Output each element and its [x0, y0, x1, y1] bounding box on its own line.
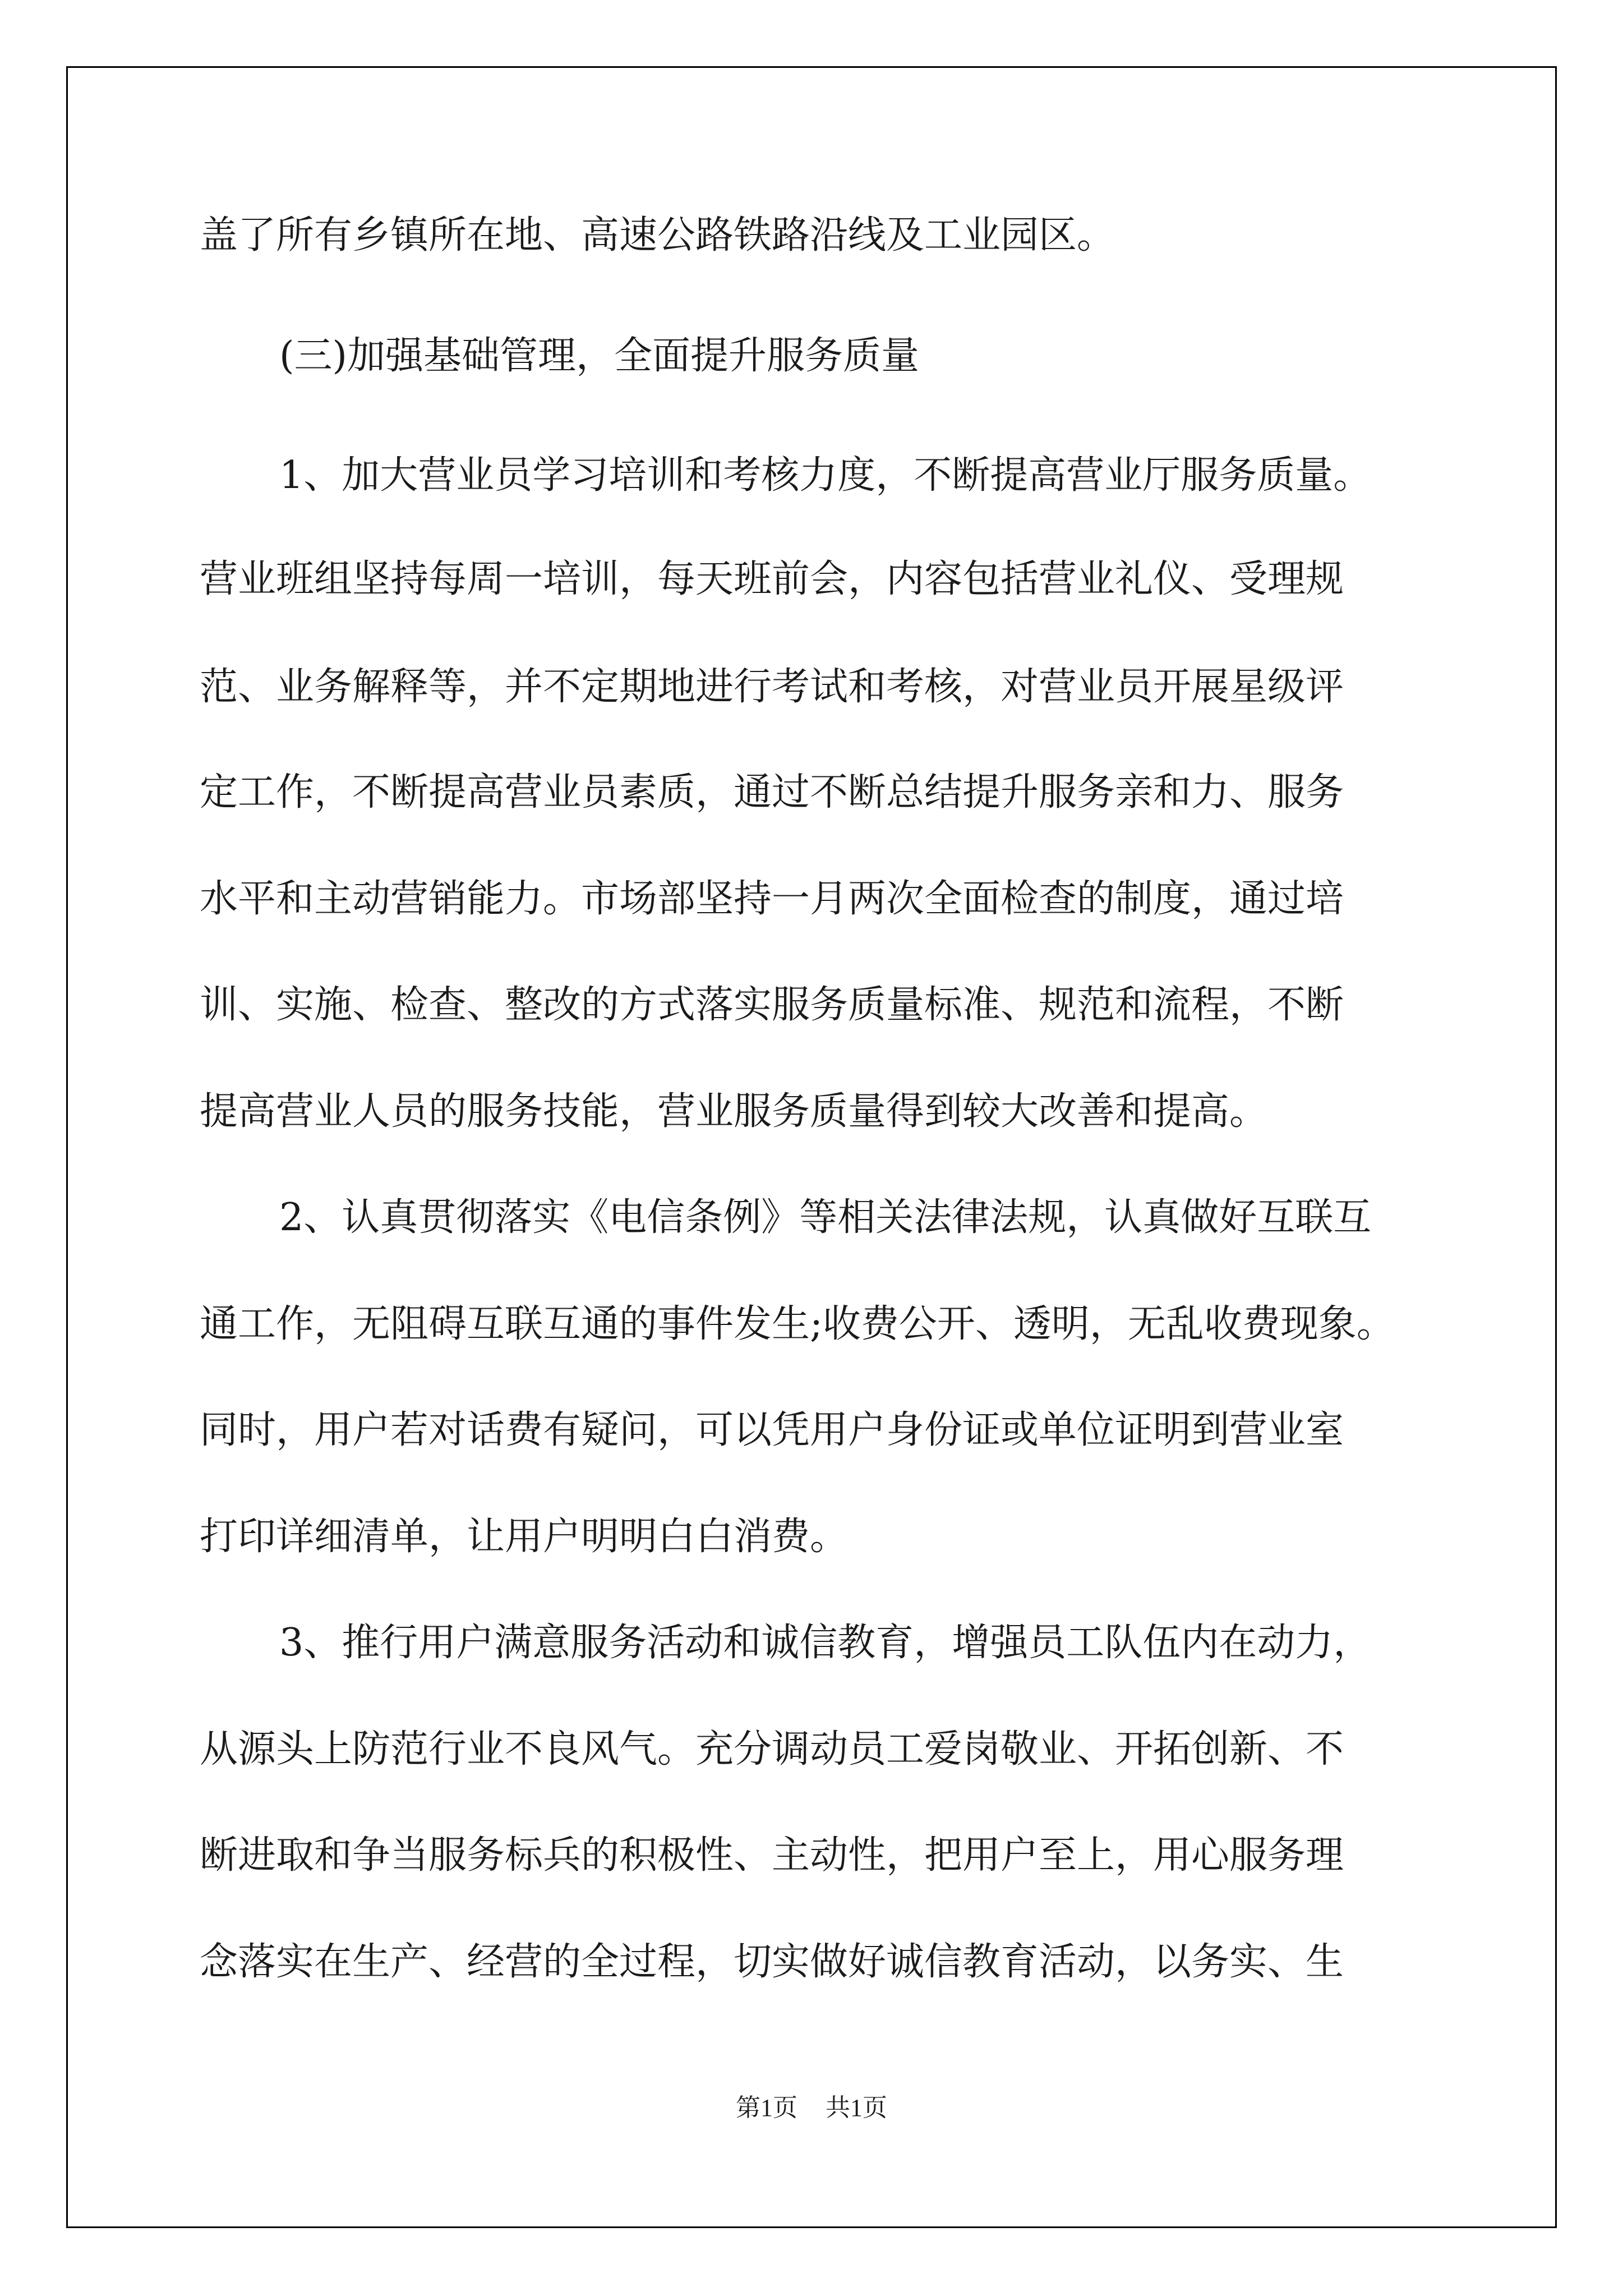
text-line: 3、推行用户满意服务活动和诚信教育，增强员工队伍内在动力， — [279, 1621, 1372, 1665]
text-line: 范、业务解释等，并不定期地进行考试和考核，对营业员开展星级评 — [200, 665, 1344, 709]
page-footer — [0, 2092, 1623, 2124]
page-border — [66, 66, 1557, 2228]
page-number: 第1页 — [736, 2094, 797, 2122]
text-line: 同时，用户若对话费有疑问，可以凭用户身份证或单位证明到营业室 — [200, 1408, 1344, 1452]
text-line: 定工作，不断提高营业员素质，通过不断总结提升服务亲和力、服务 — [200, 770, 1344, 815]
text-line: 从源头上防范行业不良风气。充分调动员工爱岗敬业、开拓创新、不 — [200, 1727, 1344, 1772]
text-line: 断进取和争当服务标兵的积极性、主动性，把用户至上，用心服务理 — [200, 1833, 1344, 1878]
text-line: 通工作，无阻碍互联互通的事件发生;收费公开、透明，无乱收费现象。 — [200, 1302, 1395, 1346]
page-total: 共1页 — [826, 2094, 887, 2122]
text-line: 提高营业人员的服务技能，营业服务质量得到较大改善和提高。 — [200, 1089, 1268, 1134]
text-line: 1、加大营业员学习培训和考核力度，不断提高营业厅服务质量。 — [279, 453, 1372, 498]
text-line: 营业班组坚持每周一培训，每天班前会，内容包括营业礼仪、受理规 — [200, 557, 1344, 601]
section-heading: (三)加强基础管理，全面提升服务质量 — [279, 334, 920, 378]
text-line: 2、认真贯彻落实《电信条例》等相关法律法规，认真做好互联互 — [279, 1195, 1372, 1240]
text-line: 盖了所有乡镇所在地、高速公路铁路沿线及工业园区。 — [200, 213, 1115, 257]
text-line: 打印详细清单，让用户明明白白消费。 — [200, 1515, 849, 1559]
text-line: 念落实在生产、经营的全过程，切实做好诚信教育活动，以务实、生 — [200, 1940, 1344, 1984]
text-line: 水平和主动营销能力。市场部坚持一月两次全面检查的制度，通过培 — [200, 877, 1344, 921]
text-line: 训、实施、检查、整改的方式落实服务质量标准、规范和流程，不断 — [200, 983, 1344, 1027]
